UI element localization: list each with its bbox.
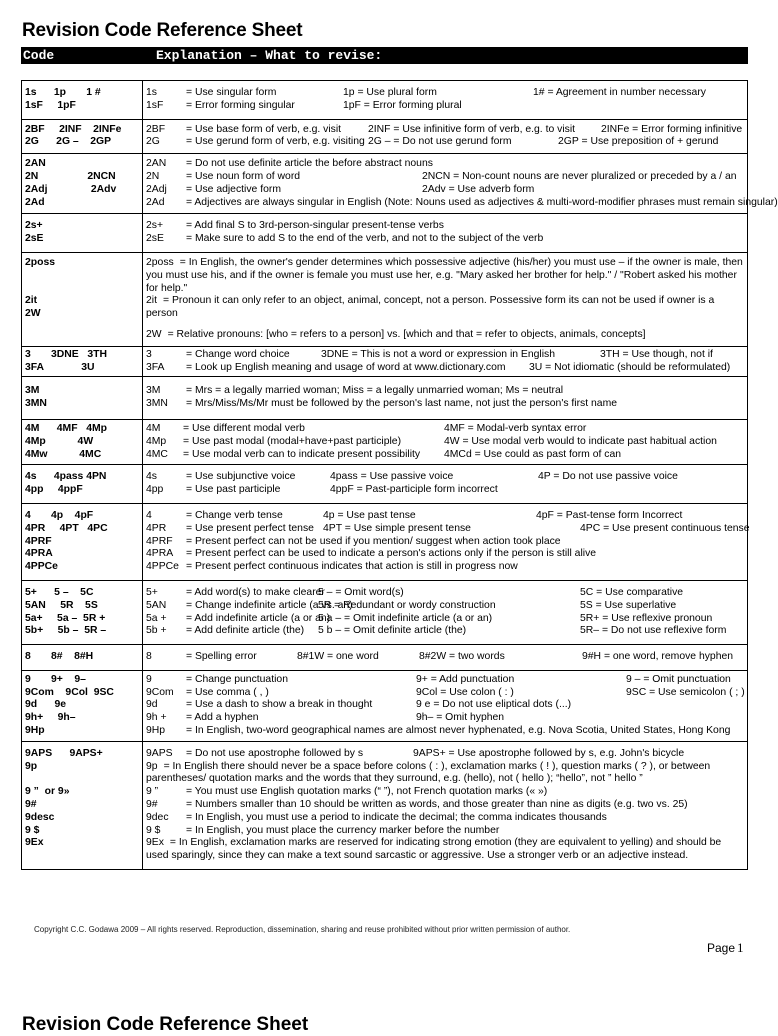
code-label: 2s+ [146, 220, 164, 232]
explanation-line [146, 587, 744, 600]
explanation-cell [143, 580, 748, 644]
table-row [22, 645, 748, 671]
explanation-line [146, 748, 744, 761]
code-label: 9 [146, 673, 152, 685]
explanation-text: = Use base form of verb, e.g. visit [186, 123, 342, 135]
explanation-text: 2G – = Do not use gerund form [368, 136, 512, 148]
code-line: 9Ex [25, 837, 44, 849]
explanation-text: 4ppF = Past-participle form incorrect [330, 484, 498, 496]
explanation-text: 4MCd = Use could as past form of can [444, 448, 622, 460]
code-line: 2Adj 2Adv [25, 183, 117, 195]
explanation-text: 4pF = Past-tense form Incorrect [536, 509, 683, 521]
explanation-text: = Use past modal (modal+have+past participle) [183, 435, 402, 447]
code-line: 9 $ [25, 824, 40, 836]
table-row [22, 81, 748, 120]
explanation-line [146, 725, 744, 738]
explanation-cell [143, 645, 748, 671]
code-cell [22, 503, 143, 580]
code-line: 9# [25, 799, 37, 811]
table-row [22, 580, 748, 644]
explanation-line [146, 124, 744, 137]
code-line: 4s 4pass 4PN [25, 471, 107, 483]
code-cell [22, 465, 143, 504]
code-label: 9p [146, 760, 158, 772]
explanation-text: = Use adjective form [186, 183, 281, 195]
code-cell [22, 645, 143, 671]
code-label: 9 ” [146, 786, 159, 798]
explanation-cell [143, 119, 748, 154]
explanation-line [146, 449, 744, 462]
code-label: 4MC [146, 448, 168, 460]
code-label: 4 [146, 509, 152, 521]
code-line: 9 ” or 9» [25, 786, 70, 798]
table-row [22, 465, 748, 504]
explanation-cell [143, 741, 748, 869]
code-line: 9Com 9Col 9SC [25, 686, 114, 698]
explanation-text: = Add word(s) to make clearer [186, 586, 325, 598]
explanation-text: 2INF = Use infinitive form of verb, e.g. to visit [368, 123, 576, 135]
code-line: 2G 2G – 2GP [25, 136, 112, 148]
code-label: 2Ad [146, 196, 165, 208]
explanation-text: 9+ = Add punctuation [416, 673, 515, 685]
code-line: 9d 9e [25, 699, 67, 711]
code-label: 3FA [146, 361, 165, 373]
explanation-line [146, 799, 744, 812]
explanation-line [146, 171, 744, 184]
explanation-line [146, 812, 744, 825]
explanation-line [146, 436, 744, 449]
code-label: 1sF [146, 99, 164, 111]
code-label: 8 [146, 651, 152, 663]
explanation-cell [143, 154, 778, 214]
code-label: 2BF [146, 123, 166, 135]
code-line: 1sF 1pF [25, 99, 76, 111]
explanation-line [146, 295, 744, 321]
explanation-text: = Error forming singular [186, 99, 295, 111]
code-label: 9# [146, 799, 158, 811]
code-label: 2it [146, 295, 157, 307]
code-line: 9desc [25, 811, 55, 823]
code-label: 5b + [146, 625, 167, 637]
table-row [22, 154, 748, 214]
code-line: 4 4p 4pF [25, 509, 94, 521]
code-label: 2AN [146, 158, 167, 170]
code-label: 5AN [146, 599, 167, 611]
explanation-text: = Use modal verb can to indicate present possibility [183, 448, 421, 460]
explanation-text: 4MF = Modal-verb syntax error [444, 422, 587, 434]
explanation-line [146, 184, 744, 197]
code-label: 4s [146, 471, 157, 483]
code-cell [22, 154, 143, 214]
code-label: 3MN [146, 398, 168, 410]
explanation-text: 5R– = Do not use reflexive form [580, 625, 727, 637]
explanation-text: = Relative pronouns: [who = refers to a person] vs. [which and that = refer to objects, animals, concepts] [167, 328, 646, 340]
explanation-line [146, 471, 744, 484]
explanation-line [146, 625, 744, 638]
explanation-text: = Make sure to add S to the end of the verb, and not to the subject of the verb [186, 233, 544, 245]
explanation-text: = Use subjunctive voice [186, 471, 296, 483]
table-row [22, 377, 748, 420]
explanation-line [146, 423, 744, 436]
explanation-text: = Add indefinite article (a or an) [186, 612, 331, 624]
explanation-text: 4W = Use modal verb would to indicate past habitual action [444, 435, 717, 447]
code-label: 3M [146, 385, 161, 397]
explanation-text: = In English, two-word geographical names are almost never hyphenated, e.g. Nova Scotia, United States, Hong Kong [186, 725, 731, 737]
explanation-text: 9SC = Use semicolon ( ; ) [626, 686, 745, 698]
code-line: 1s 1p 1 # [25, 87, 101, 98]
explanation-line [146, 837, 744, 863]
page-number: 1 [737, 940, 744, 955]
table-row [22, 119, 748, 154]
explanation-line [146, 196, 778, 210]
explanation-text: 3TH = Use though, not if [600, 348, 713, 360]
explanation-line [146, 522, 750, 536]
explanation-text: 3DNE = This is not a word or expression in English [321, 348, 555, 360]
explanation-text: 4pass = Use passive voice [330, 471, 454, 483]
table-row [22, 419, 748, 464]
explanation-text: 2INFe = Error forming infinitive [601, 123, 743, 135]
explanation-text: = Look up English meaning and usage of word at www.dictionary.com [186, 361, 506, 373]
code-line: 8 8# 8#H [25, 651, 94, 663]
code-label: 9Com [146, 686, 174, 698]
explanation-text: = Present perfect can not be used if you mention/ suggest when action took place [186, 535, 561, 547]
explanation-line [146, 484, 744, 497]
explanation-line [146, 510, 744, 523]
explanation-text: = Use past participle [186, 484, 281, 496]
explanation-line [146, 536, 744, 549]
explanation-cell [143, 252, 748, 346]
explanation-text: 2NCN = Non-count nouns are never pluralized or preceded by a / an [422, 170, 737, 182]
explanation-cell [143, 419, 748, 464]
explanation-text: = In English, you must use a period to indicate the decimal; the comma indicates thousands [186, 811, 607, 823]
code-cell [22, 346, 143, 377]
explanation-line [146, 548, 744, 561]
explanation-cell [143, 377, 748, 420]
explanation-text: = Use different modal verb [183, 422, 305, 434]
explanation-text: = Pronoun it can only refer to an object, animal, concept, not a person. Possessive form its can not be used if owner is a person [146, 295, 715, 320]
explanation-text: = Use noun form of word [186, 170, 301, 182]
table-row [22, 741, 748, 869]
explanation-text: = Add a hyphen [186, 712, 259, 724]
page-word: Page [707, 941, 736, 955]
explanation-text: = Do not use definite article the before abstract nouns [186, 158, 433, 170]
explanation-line [146, 674, 744, 687]
code-label: 9dec [146, 811, 169, 823]
code-cell [22, 670, 143, 741]
code-line: 9h+ 9h– [25, 712, 76, 724]
explanation-text: 8#2W = two words [419, 651, 505, 663]
code-label: 5+ [146, 586, 158, 598]
explanation-text: 4PT = Use simple present tense [323, 522, 471, 534]
code-cell [22, 81, 143, 120]
explanation-text: = Do not use apostrophe followed by s [186, 747, 364, 759]
explanation-text: = Present perfect continuous indicates that action is still in progress now [186, 561, 518, 573]
code-cell [22, 419, 143, 464]
code-line: 2AN [25, 158, 46, 170]
explanation-line [146, 712, 744, 725]
explanation-line [146, 786, 744, 799]
explanation-text: 4PC = Use present continuous tense [580, 522, 750, 534]
explanation-text: = Mrs/Miss/Ms/Mr must be followed by the person's last name, not just the person's first name [186, 398, 618, 410]
code-line: 9Hp [25, 725, 45, 737]
explanation-line [146, 613, 744, 626]
code-label: 4M [146, 422, 161, 434]
explanation-cell [143, 81, 748, 120]
explanation-text: 2GP = Use preposition of + gerund [558, 136, 719, 148]
code-line: 9 9+ 9– [25, 673, 86, 685]
explanation-line [146, 699, 744, 712]
code-line [25, 773, 139, 786]
code-line: 4PRA [25, 548, 53, 560]
explanation-text: = Present perfect can be used to indicate a person's actions only if the person is still alive [186, 548, 597, 560]
code-label: 2N [146, 170, 160, 182]
code-label: 2Adj [146, 183, 167, 195]
explanation-line [146, 233, 744, 246]
code-line: 3MN [25, 398, 47, 410]
explanation-text: = Use a dash to show a break in thought [186, 699, 373, 711]
code-line [25, 270, 139, 283]
code-label: 4PR [146, 522, 167, 534]
code-label: 4PRF [146, 535, 173, 547]
explanation-text: = Add definite article (the) [186, 625, 305, 637]
table-row [22, 214, 748, 253]
code-cell [22, 741, 143, 869]
explanation-text: = Mrs = a legally married woman; Miss = a legally unmarried woman; Ms = neutral [186, 385, 564, 397]
explanation-text: = You must use English quotation marks (“ ”), not French quotation marks (« ») [186, 786, 548, 798]
explanation-text: 2Adv = Use adverb form [422, 183, 535, 195]
explanation-line [146, 257, 744, 295]
code-label: 2G [146, 136, 160, 148]
code-line: 4M 4MF 4Mp [25, 422, 107, 434]
explanation-text: = Use gerund form of verb, e.g. visiting [186, 136, 365, 148]
explanation-text: 4P = Do not use passive voice [538, 471, 678, 483]
table-row [22, 252, 748, 346]
code-label: 5a + [146, 612, 167, 624]
code-line: 2BF 2INF 2INFe [25, 123, 122, 135]
code-label: 9Ex [146, 837, 164, 849]
code-label: 2poss [146, 256, 174, 268]
code-line: 2W [25, 308, 41, 320]
code-line: 4pp 4ppF [25, 484, 83, 496]
explanation-cell [143, 346, 748, 377]
explanation-cell [143, 503, 748, 580]
explanation-text: 9APS+ = Use apostrophe followed by s, e.g. John's bicycle [413, 747, 685, 759]
code-label: 4PRA [146, 548, 174, 560]
explanation-text: = In English, the owner's gender determines which possessive adjective (his/her) you must use – if the owner is male, then you must use his, and if the owner is female you must use her, e.g. "Mary asked her brother for help." / "Robert asked his mother for help." [146, 256, 743, 294]
explanation-line [146, 561, 744, 574]
code-line: 2poss [25, 256, 56, 268]
code-line: 2sE [25, 233, 44, 245]
code-line: 2it [25, 295, 38, 307]
code-line: 5AN 5R 5S [25, 599, 98, 611]
copyright-notice: Copyright C.C. Godawa 2009 – All rights reserved. Reproduction, dissemination, sharing and reuse prohibited without prior written permission of author. [34, 925, 571, 934]
explanation-line [146, 825, 744, 838]
code-line: 4PPCe [25, 561, 58, 573]
table-row [22, 670, 748, 741]
code-line: 4PR 4PT 4PC [25, 522, 108, 534]
code-label: 2W [146, 328, 162, 340]
explanation-text: 9Col = Use colon ( : ) [416, 686, 514, 698]
explanation-line [146, 687, 744, 700]
code-cell [22, 214, 143, 253]
code-line [25, 283, 139, 296]
explanation-text: 5C = Use comparative [580, 586, 684, 598]
explanation-text: 1pF = Error forming plural [343, 99, 462, 111]
explanation-line [146, 136, 744, 149]
explanation-text: 9h– = Omit hyphen [416, 712, 505, 724]
code-label: 2sE [146, 233, 164, 245]
explanation-text: 5R = Redundant or wordy construction [318, 599, 496, 611]
explanation-line [146, 761, 744, 787]
code-cell [22, 377, 143, 420]
explanation-line [146, 220, 744, 233]
page-number-label [707, 940, 744, 956]
explanation-text: 5 b – = Omit definite article (the) [318, 625, 467, 637]
code-line: 2s+ [25, 220, 43, 232]
code-cell [22, 252, 143, 346]
explanation-line [146, 329, 744, 342]
explanation-text: 5S = Use superlative [580, 599, 677, 611]
page-title: Revision Code Reference Sheet [22, 20, 303, 41]
explanation-text: 4p = Use past tense [323, 509, 416, 521]
explanation-text: 9 – = Omit punctuation [626, 673, 731, 685]
code-line: 3 3DNE 3TH [25, 348, 107, 360]
explanation-text: = Use singular form [186, 87, 277, 98]
explanation-line [146, 158, 744, 171]
next-page-title: Revision Code Reference Sheet [22, 1014, 309, 1035]
explanation-line [146, 600, 744, 613]
explanation-column-header: Explanation – What to revise: [156, 48, 383, 63]
explanation-text: 5 – = Omit word(s) [318, 586, 404, 598]
code-column-header: Code [23, 48, 55, 63]
code-line: 5b+ 5b – 5R – [25, 625, 107, 637]
revision-code-table [21, 80, 778, 870]
code-label: 4PPCe [146, 561, 179, 573]
code-label: 9Hp [146, 725, 166, 737]
code-line: 4Mw 4MC [25, 448, 102, 460]
table-header-bar [21, 47, 748, 64]
code-line: 4Mp 4W [25, 435, 94, 447]
code-line: 2Ad [25, 196, 45, 208]
explanation-text: 9#H = one word, remove hyphen [582, 651, 734, 663]
explanation-text: = Change verb tense [186, 509, 283, 521]
code-line: 2N 2NCN [25, 170, 116, 182]
explanation-line [146, 362, 744, 375]
explanation-cell [143, 214, 748, 253]
code-cell [22, 580, 143, 644]
explanation-text: 3U = Not idiomatic (should be reformulated) [529, 361, 731, 373]
explanation-line [146, 398, 744, 411]
explanation-text: = Change punctuation [186, 673, 288, 685]
explanation-text: = Change indefinite article (a vs. an) [186, 599, 353, 611]
table-row [22, 346, 748, 377]
explanation-text: 1p = Use plural form [343, 87, 437, 98]
explanation-line [146, 349, 744, 362]
code-line: 3M [25, 385, 40, 397]
code-line: 5+ 5 – 5C [25, 586, 94, 598]
code-label: 9d [146, 699, 158, 711]
code-line: 9p [25, 760, 38, 772]
code-label: 4Mp [146, 435, 167, 447]
code-line: 5a+ 5a – 5R + [25, 612, 106, 624]
explanation-text: = Adjectives are always singular in English (Note: Nouns used as adjectives & multi-word-modifier phrases must remain singular) [186, 196, 778, 208]
code-line: 3FA 3U [25, 361, 95, 373]
explanation-text: = Use comma ( , ) [186, 686, 269, 698]
explanation-text: 5R+ = Use reflexive pronoun [580, 612, 713, 624]
explanation-text: = In English, exclamation marks are reserved for indicating strong emotion (they are equivalent to yelling) and should be used sparingly, since they can make a text sound sarcastic or aggressive. Use a stronger verb or an adjective instead. [146, 837, 722, 862]
code-line: 4PRF [25, 535, 52, 547]
explanation-line [146, 87, 744, 100]
explanation-text: = Use present perfect tense [186, 522, 314, 534]
explanation-cell [143, 670, 748, 741]
explanation-text: = Spelling error [186, 651, 257, 663]
code-label: 9 $ [146, 824, 161, 836]
code-line: 9APS 9APS+ [25, 747, 103, 759]
explanation-line [146, 385, 744, 398]
explanation-line [146, 100, 744, 113]
code-label: 1s [146, 87, 157, 98]
code-label: 3 [146, 348, 152, 360]
explanation-text: 5 a – = Omit indefinite article (a or an) [318, 612, 493, 624]
explanation-text: = In English, you must place the currency marker before the number [186, 824, 500, 836]
code-label: 9APS [146, 747, 173, 759]
explanation-line [146, 651, 744, 664]
table-row [22, 503, 748, 580]
explanation-text: = In English there should never be a space before colons ( : ), exclamation marks ( ! ), question marks ( ? ), or between parentheses/ quotation marks and the words that they surround, e.g. (hello), not ( hello ); “hello”, not ” hello ” [146, 760, 711, 785]
explanation-text: 1# = Agreement in number necessary [533, 87, 706, 98]
explanation-text: 8#1W = one word [297, 651, 379, 663]
code-label: 4pp [146, 484, 164, 496]
explanation-text: = Add final S to 3rd-person-singular present-tense verbs [186, 220, 444, 232]
explanation-text: 9 e = Do not use eliptical dots (...) [416, 699, 572, 711]
explanation-cell [143, 465, 748, 504]
code-cell [22, 119, 143, 154]
explanation-text: = Numbers smaller than 10 should be written as words, and those greater than nine as digits (e.g. two vs. 25) [186, 799, 688, 811]
code-label: 9h + [146, 712, 167, 724]
explanation-text: = Change word choice [186, 348, 290, 360]
